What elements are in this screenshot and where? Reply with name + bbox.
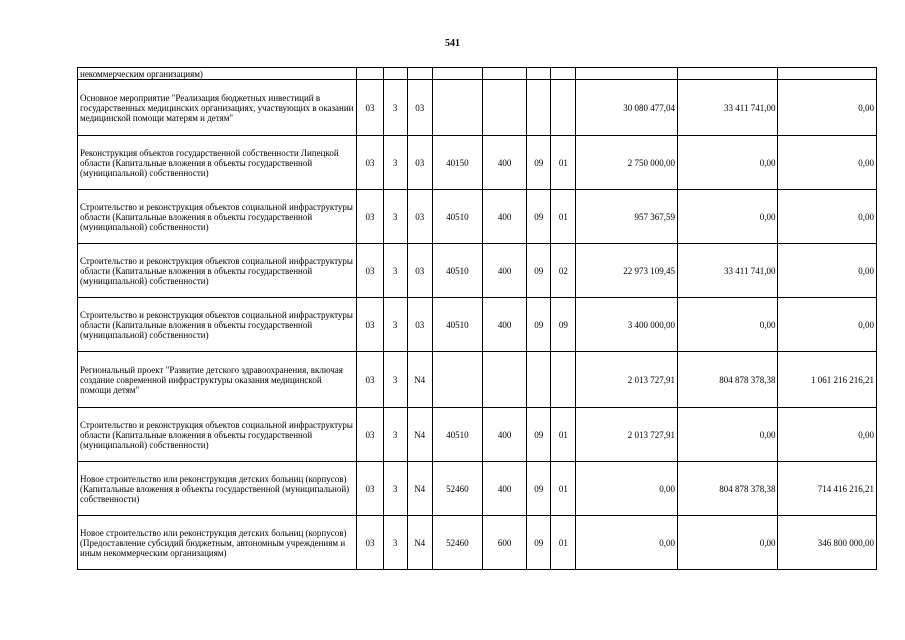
code-cell xyxy=(432,352,482,408)
code-cell: 03 xyxy=(357,244,383,298)
code-cell: 03 xyxy=(357,136,383,190)
code-cell xyxy=(551,80,576,136)
amount-cell: 0,00 xyxy=(778,244,877,298)
code-cell: 3 xyxy=(383,244,407,298)
amount-cell: 346 800 000,00 xyxy=(778,516,877,570)
table-row xyxy=(78,80,877,136)
amount-cell: 30 080 477,04 xyxy=(576,80,678,136)
description-cell: Новое строительство или реконструкция детских больниц (корпусов) (Предоставление субсидий бюджетным, автономным учреждениям и иным некоммерческим организациям) xyxy=(78,516,357,570)
code-cell: 03 xyxy=(357,352,383,408)
description-cell: Строительство и реконструкция объектов социальной инфраструктуры области (Капитальные вложения в объекты государственной (муниципальной) собственности) xyxy=(78,190,357,244)
code-cell: N4 xyxy=(407,462,432,516)
description-cell: Строительство и реконструкция объектов социальной инфраструктуры области (Капитальные вложения в объекты государственной (муниципальной) собственности) xyxy=(78,298,357,352)
amount-cell: 0,00 xyxy=(677,516,778,570)
amount-cell: 0,00 xyxy=(576,462,678,516)
code-cell: 3 xyxy=(383,298,407,352)
code-cell: 01 xyxy=(551,190,576,244)
code-cell: 03 xyxy=(357,516,383,570)
code-cell xyxy=(432,80,482,136)
amount-cell: 0,00 xyxy=(677,408,778,462)
code-cell: 600 xyxy=(483,516,527,570)
code-cell: 01 xyxy=(551,408,576,462)
code-cell: 03 xyxy=(357,298,383,352)
amount-cell: 957 367,59 xyxy=(576,190,678,244)
code-cell: 400 xyxy=(483,136,527,190)
code-cell: 09 xyxy=(527,462,551,516)
code-cell: 400 xyxy=(483,244,527,298)
code-cell: 3 xyxy=(383,190,407,244)
code-cell: 400 xyxy=(483,408,527,462)
amount-cell: 714 416 216,21 xyxy=(778,462,877,516)
code-cell: N4 xyxy=(407,516,432,570)
code-cell: 03 xyxy=(407,244,432,298)
code-cell: 52460 xyxy=(432,516,482,570)
code-cell xyxy=(527,68,551,80)
code-cell: 09 xyxy=(527,298,551,352)
code-cell: 09 xyxy=(527,516,551,570)
amount-cell: 33 411 741,00 xyxy=(677,244,778,298)
code-cell: 400 xyxy=(483,190,527,244)
table-row xyxy=(78,352,877,408)
code-cell xyxy=(527,80,551,136)
code-cell: 03 xyxy=(357,80,383,136)
code-cell xyxy=(527,352,551,408)
amount-cell: 3 400 000,00 xyxy=(576,298,678,352)
amount-cell: 0,00 xyxy=(778,80,877,136)
description-cell: Реконструкция объектов государственной собственности Липецкой области (Капитальные вложения в объекты государственной (муниципальной) собственности) xyxy=(78,136,357,190)
amount-cell: 804 878 378,38 xyxy=(677,462,778,516)
code-cell xyxy=(407,68,432,80)
budget-table xyxy=(77,67,877,570)
table-row xyxy=(78,68,877,80)
table-row xyxy=(78,244,877,298)
code-cell xyxy=(551,352,576,408)
code-cell xyxy=(432,68,482,80)
amount-cell: 0,00 xyxy=(778,190,877,244)
table-row xyxy=(78,408,877,462)
amount-cell: 0,00 xyxy=(778,136,877,190)
page-number: 541 xyxy=(445,38,460,49)
table-row xyxy=(78,298,877,352)
code-cell: 09 xyxy=(527,190,551,244)
code-cell: 03 xyxy=(357,408,383,462)
code-cell: 40510 xyxy=(432,244,482,298)
code-cell: 400 xyxy=(483,298,527,352)
code-cell: 02 xyxy=(551,244,576,298)
code-cell xyxy=(357,68,383,80)
amount-cell: 2 013 727,91 xyxy=(576,352,678,408)
code-cell xyxy=(483,68,527,80)
code-cell: 03 xyxy=(407,80,432,136)
code-cell: 40510 xyxy=(432,408,482,462)
amount-cell: 0,00 xyxy=(576,516,678,570)
code-cell xyxy=(551,68,576,80)
code-cell: 03 xyxy=(407,298,432,352)
code-cell: 09 xyxy=(527,244,551,298)
code-cell: 3 xyxy=(383,80,407,136)
amount-cell: 0,00 xyxy=(778,408,877,462)
amount-cell xyxy=(576,68,678,80)
code-cell: N4 xyxy=(407,408,432,462)
code-cell: 3 xyxy=(383,462,407,516)
amount-cell xyxy=(677,68,778,80)
amount-cell: 0,00 xyxy=(677,136,778,190)
table-row xyxy=(78,190,877,244)
amount-cell: 0,00 xyxy=(677,298,778,352)
code-cell: 40510 xyxy=(432,298,482,352)
code-cell: 09 xyxy=(527,408,551,462)
description-cell: некоммерческим организациям) xyxy=(78,68,357,80)
code-cell: 03 xyxy=(407,190,432,244)
amount-cell: 22 973 109,45 xyxy=(576,244,678,298)
code-cell: 01 xyxy=(551,136,576,190)
amount-cell: 2 750 000,00 xyxy=(576,136,678,190)
amount-cell: 1 061 216 216,21 xyxy=(778,352,877,408)
amount-cell: 804 878 378,38 xyxy=(677,352,778,408)
code-cell: 52460 xyxy=(432,462,482,516)
code-cell: 40510 xyxy=(432,190,482,244)
code-cell: 09 xyxy=(551,298,576,352)
table-row xyxy=(78,462,877,516)
code-cell: 3 xyxy=(383,352,407,408)
code-cell xyxy=(383,68,407,80)
amount-cell xyxy=(778,68,877,80)
code-cell: 40150 xyxy=(432,136,482,190)
amount-cell: 2 013 727,91 xyxy=(576,408,678,462)
table-row xyxy=(78,136,877,190)
description-cell: Региональный проект "Развитие детского здравоохранения, включая создание современной инфраструктуры оказания медицинской помощи детям" xyxy=(78,352,357,408)
code-cell: 3 xyxy=(383,136,407,190)
code-cell: 3 xyxy=(383,516,407,570)
code-cell: 01 xyxy=(551,462,576,516)
code-cell: 09 xyxy=(527,136,551,190)
code-cell: 03 xyxy=(407,136,432,190)
amount-cell: 33 411 741,00 xyxy=(677,80,778,136)
code-cell xyxy=(483,352,527,408)
code-cell: N4 xyxy=(407,352,432,408)
code-cell: 01 xyxy=(551,516,576,570)
description-cell: Строительство и реконструкция объектов социальной инфраструктуры области (Капитальные вложения в объекты государственной (муниципальной) собственности) xyxy=(78,244,357,298)
code-cell: 03 xyxy=(357,190,383,244)
code-cell: 03 xyxy=(357,462,383,516)
amount-cell: 0,00 xyxy=(778,298,877,352)
description-cell: Основное мероприятие "Реализация бюджетных инвестиций в государственных медицинских организациях, участвующих в оказании медицинской помощи матерям и детям" xyxy=(78,80,357,136)
code-cell: 400 xyxy=(483,462,527,516)
code-cell xyxy=(483,80,527,136)
code-cell: 3 xyxy=(383,408,407,462)
table-row xyxy=(78,516,877,570)
amount-cell: 0,00 xyxy=(677,190,778,244)
description-cell: Строительство и реконструкция объектов социальной инфраструктуры области (Капитальные вложения в объекты государственной (муниципальной) собственности) xyxy=(78,408,357,462)
description-cell: Новое строительство или реконструкция детских больниц (корпусов) (Капитальные вложения в объекты государственной (муниципальной) собственности) xyxy=(78,462,357,516)
